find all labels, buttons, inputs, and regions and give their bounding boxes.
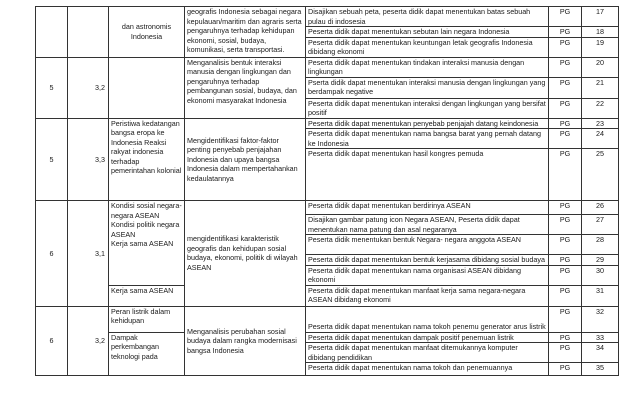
- table-row: [36, 57, 619, 77]
- bentuk-soal-cell: PG: [549, 57, 582, 77]
- indikator-kompetensi-text: mengidentifikasi karakteristik geografis dan kehidupan sosial budaya, ekonomi, politik di wilayah ASEAN: [187, 234, 298, 272]
- level-cell: 3,2: [68, 57, 109, 118]
- bentuk-soal-cell: PG: [549, 98, 582, 118]
- indikator-soal-cell: Peserta didik dapat menentukan dampak positif penemuan listrik: [306, 332, 549, 343]
- nomor-soal-cell: 27: [582, 215, 619, 235]
- materi-text: Kerja sama ASEAN: [111, 239, 174, 248]
- indikator-soal-cell: Peserta didik dapat menentukan nama tokoh penemu generator arus listrik: [306, 306, 549, 332]
- bentuk-soal-cell: PG: [549, 255, 582, 266]
- bentuk-soal-cell: PG: [549, 27, 582, 38]
- indikator-soal-cell: Peserta didik dapat menentukan nama organisasi ASEAN dibidang ekonomi: [306, 265, 549, 285]
- bentuk-soal-cell: PG: [549, 201, 582, 215]
- indikator-soal-cell: Peserta didik dapat menentukan penyebab penjajah datang keindonesia: [306, 118, 549, 129]
- bentuk-soal-cell: PG: [549, 235, 582, 255]
- bentuk-soal-cell: PG: [549, 343, 582, 363]
- indikator-kompetensi-cell: [185, 7, 306, 58]
- indikator-kompetensi-cell: [185, 57, 306, 118]
- bentuk-soal-cell: PG: [549, 37, 582, 57]
- indikator-kompetensi-text: Mengidentifikasi faktor-faktor penting penyebab penjajahan Indonesia dan upaya bangsa Indonesia dalam mempertahankan kedaulatannya: [187, 135, 298, 183]
- table-row: [36, 118, 619, 129]
- materi-text: Kondisi sosial negara-negara ASEAN: [111, 201, 182, 220]
- nomor-soal-cell: 19: [582, 37, 619, 57]
- materi-text: Dampak perkembangan teknologi pada: [111, 332, 159, 361]
- nomor-soal-cell: 28: [582, 235, 619, 255]
- bentuk-soal-cell: PG: [549, 129, 582, 149]
- table-row: [36, 7, 619, 27]
- indikator-soal-cell: Peserta didik dapat menentukan nama tokoh dan penemuannya: [306, 363, 549, 376]
- nomor-soal-cell: 29: [582, 255, 619, 266]
- nomor-soal-cell: 35: [582, 363, 619, 376]
- level-cell: 3,2: [68, 306, 109, 376]
- nomor-soal-cell: 34: [582, 343, 619, 363]
- nomor-soal-cell: 22: [582, 98, 619, 118]
- indikator-soal-cell: Peserta didik dapat menentukan hasil kongres pemuda: [306, 149, 549, 201]
- indikator-kompetensi-cell: [185, 201, 306, 307]
- level-cell: 3,3: [68, 118, 109, 201]
- materi-cell: [109, 285, 185, 306]
- indikator-soal-cell: Peserta didik dapat menentukan manfaat ditemukannya komputer dibidang pendidikan: [306, 343, 549, 363]
- kelas-cell: 6: [36, 306, 68, 376]
- bentuk-soal-cell: PG: [549, 149, 582, 201]
- materi-cell: [109, 306, 185, 332]
- materi-text: dan astronomis Indonesia: [121, 22, 172, 41]
- materi-cell: [109, 201, 185, 286]
- table-row: [36, 306, 619, 332]
- indikator-soal-cell: Peserta didik dapat menentukan interaksi dengan lingkungan yang bersifat positif: [306, 98, 549, 118]
- materi-text: Peristiwa kedatangan bangsa eropa ke Indonesia Reaksi rakyat indonesia terhadap pemerintahan kolonial: [111, 118, 182, 175]
- kisi-kisi-table: [35, 6, 619, 376]
- indikator-soal-cell: Peserta didik dapat menentukan nama bangsa barat yang pernah datang ke Indonesia: [306, 129, 549, 149]
- table-row: [36, 201, 619, 215]
- nomor-soal-cell: 18: [582, 27, 619, 38]
- bentuk-soal-cell: PG: [549, 332, 582, 343]
- bentuk-soal-cell: PG: [549, 265, 582, 285]
- kelas-cell: 5: [36, 118, 68, 201]
- nomor-soal-cell: 23: [582, 118, 619, 129]
- indikator-soal-cell: Peserta didik dapat menentukan tindakan interaksi manusia dengan lingkungan: [306, 57, 549, 77]
- indikator-kompetensi-cell: [185, 306, 306, 376]
- level-cell: 3,1: [68, 201, 109, 307]
- table-row: [36, 285, 619, 306]
- indikator-soal-cell: Disajikan sebuah peta, peserta didik dapat menentukan batas sebuah pulau di indosesia: [306, 7, 549, 27]
- indikator-soal-cell: Disajikan gambar patung icon Negara ASEAN, Peserta didik dapat menentukan nama patung dan asal negaranya: [306, 215, 549, 235]
- materi-cell: [109, 332, 185, 376]
- bentuk-soal-cell: PG: [549, 285, 582, 306]
- materi-cell: [109, 57, 185, 118]
- indikator-soal-cell: Peserta didik dapat menentukan berdirinya ASEAN: [306, 201, 549, 215]
- bentuk-soal-cell: PG: [549, 77, 582, 98]
- indikator-kompetensi-text: geografis Indonesia sebagai negara kepulauan/maritim dan agraris serta pengaruhnya terhadap kehidupan ekonomi, sosial, budaya, komunikasi, serta transportasi.: [187, 7, 302, 54]
- bentuk-soal-cell: PG: [549, 7, 582, 27]
- bentuk-soal-cell: PG: [549, 215, 582, 235]
- indikator-soal-cell: Pserta didik dapat menentukan interaksi manusia dengan lingkungan yang berdampak negative: [306, 77, 549, 98]
- nomor-soal-cell: 20: [582, 57, 619, 77]
- nomor-soal-cell: 21: [582, 77, 619, 98]
- indikator-kompetensi-cell: [185, 118, 306, 201]
- indikator-kompetensi-text: Menganalisis bentuk interaksi manusia dengan lingkungan dan pengaruhnya terhadap pembangunan sosial, budaya, dan ekonomi masyarakat Indonesia: [187, 57, 297, 105]
- indikator-soal-cell: Peserta didik dapat menentukan sebutan lain negara Indonesia: [306, 27, 549, 38]
- level-cell: [68, 7, 109, 58]
- kelas-cell: 6: [36, 201, 68, 307]
- nomor-soal-cell: 31: [582, 285, 619, 306]
- indikator-soal-cell: Peserta didik dapat menentukan bentuk kerjasama dibidang sosial budaya: [306, 255, 549, 266]
- nomor-soal-cell: 26: [582, 201, 619, 215]
- materi-text: Peran listrik dalam kehidupan: [111, 306, 171, 325]
- materi-text: Kerja sama ASEAN: [111, 285, 174, 295]
- nomor-soal-cell: 17: [582, 7, 619, 27]
- indikator-kompetensi-text: Menganalisis perubahan sosial budaya dalam rangka modernisasi bangsa Indonesia: [187, 326, 297, 355]
- indikator-soal-cell: Peserta didik menentukan bentuk Negara- negara anggota ASEAN: [306, 235, 549, 255]
- nomor-soal-cell: 24: [582, 129, 619, 149]
- materi-cell: [109, 118, 185, 201]
- kelas-cell: [36, 7, 68, 58]
- nomor-soal-cell: 25: [582, 149, 619, 201]
- bentuk-soal-cell: PG: [549, 118, 582, 129]
- kelas-cell: 5: [36, 57, 68, 118]
- bentuk-soal-cell: PG: [549, 306, 582, 332]
- nomor-soal-cell: 33: [582, 332, 619, 343]
- nomor-soal-cell: 32: [582, 306, 619, 332]
- materi-cell: [109, 7, 185, 58]
- nomor-soal-cell: 30: [582, 265, 619, 285]
- indikator-soal-cell: Peserta didik dapat menentukan manfaat kerja sama negara-negara ASEAN dibidang ekonomi: [306, 285, 549, 306]
- materi-text: Kondisi politik negara ASEAN: [111, 220, 180, 239]
- indikator-soal-cell: Peserta didik dapat menentukan keuntungan letak geografis Indonesia dibidang ekonomi: [306, 37, 549, 57]
- table-row: [36, 332, 619, 343]
- bentuk-soal-cell: PG: [549, 363, 582, 376]
